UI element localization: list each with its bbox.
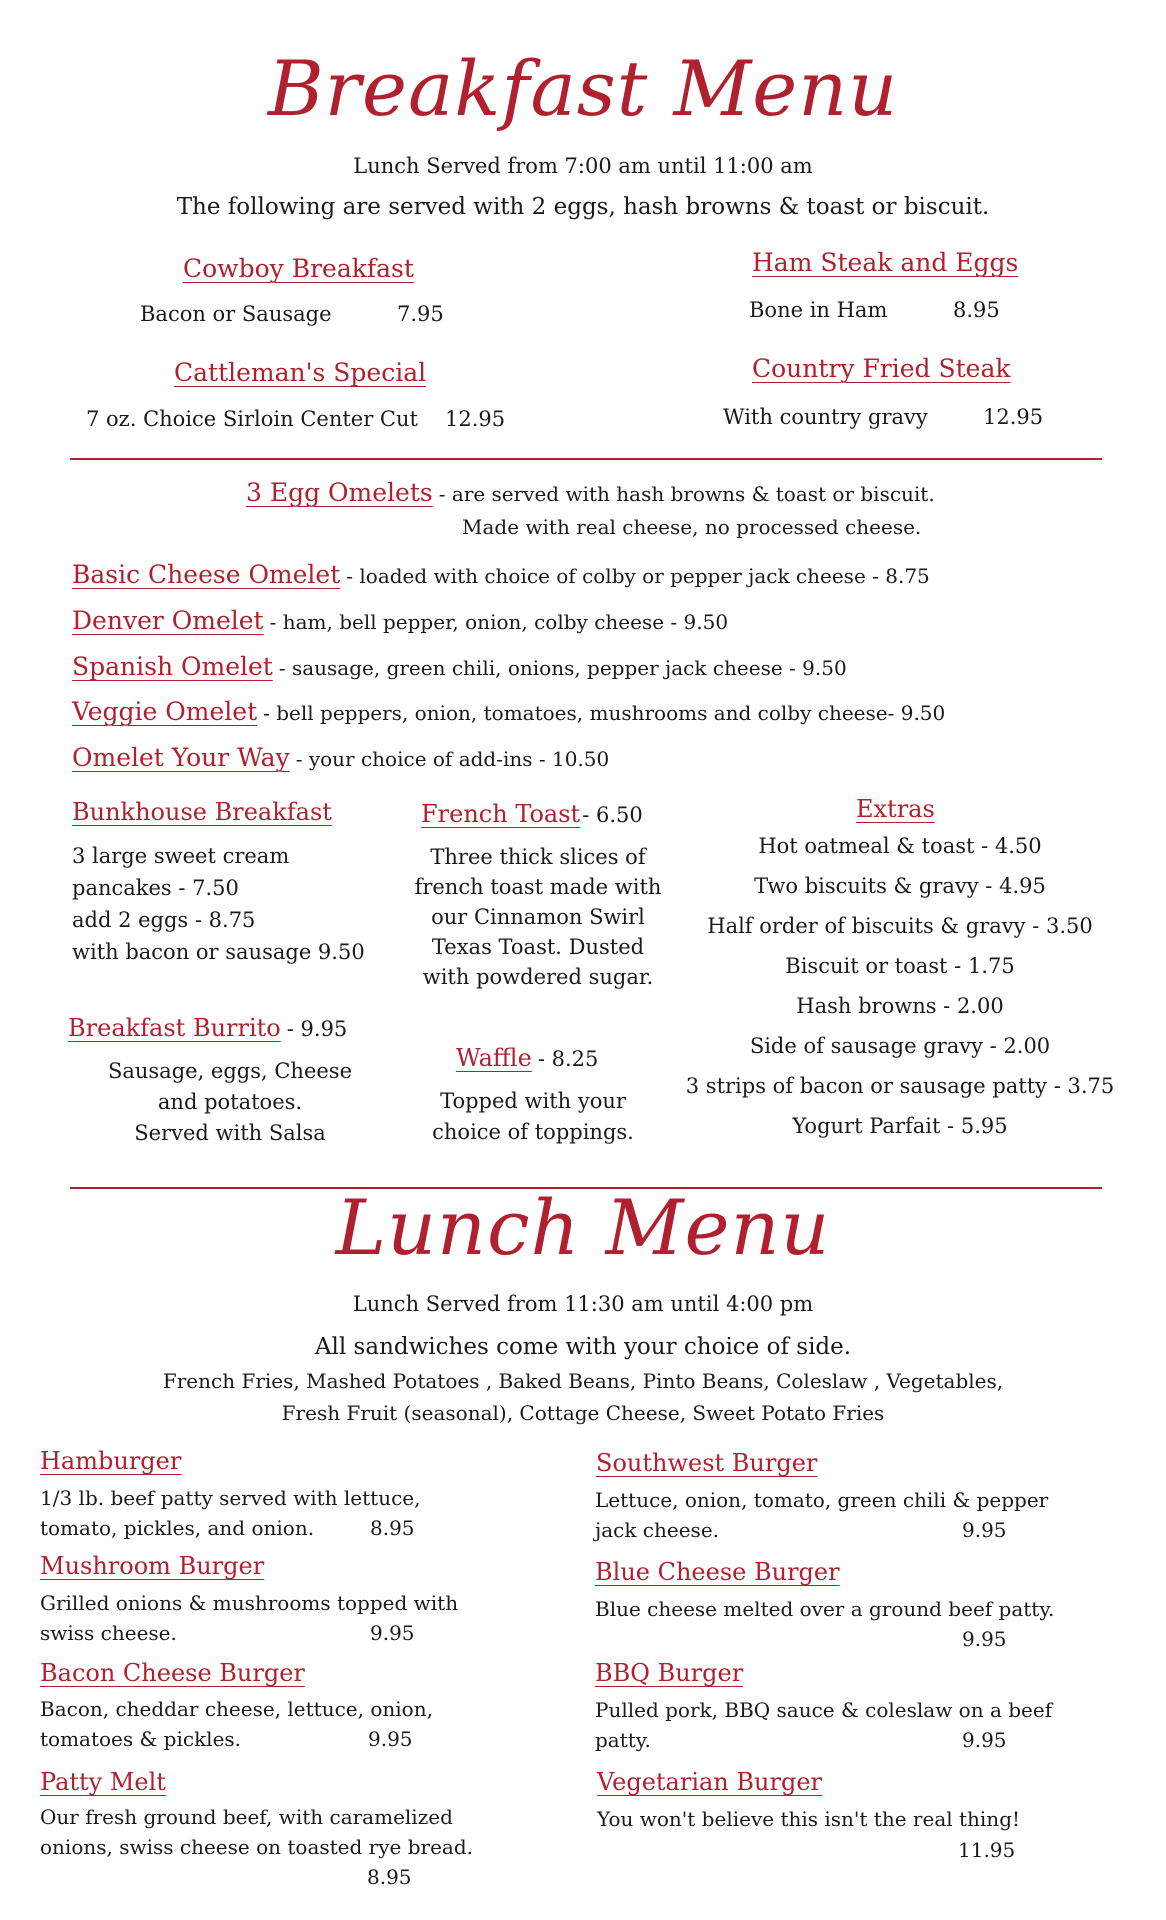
- blue-cheese-burger-heading: Blue Cheese Burger: [595, 1558, 840, 1586]
- omelet-item-desc: - loaded with choice of colby or pepper jack cheese - 8.75: [346, 564, 930, 588]
- country-fried-steak-price: 12.95: [983, 405, 1044, 429]
- hamburger-price: 8.95: [370, 1516, 415, 1540]
- omelets-header-desc: - are served with hash browns & toast or biscuit.: [438, 482, 935, 506]
- blue-cheese-burger-desc-1: Blue cheese melted over a ground beef patty.: [595, 1597, 1055, 1621]
- patty-melt-price: 8.95: [367, 1865, 412, 1889]
- extras-item: Hash browns - 2.00: [796, 994, 1004, 1018]
- bunkhouse-desc: [72, 840, 365, 968]
- omelet-item-desc: - ham, bell pepper, onion, colby cheese - 9.50: [269, 610, 729, 634]
- waffle-desc: [408, 1086, 658, 1148]
- southwest-burger-price: 9.95: [962, 1518, 1007, 1542]
- patty-melt-heading: Patty Melt: [40, 1768, 166, 1796]
- french-toast-line: our Cinnamon Swirl: [431, 905, 645, 929]
- french-toast-heading: French Toast: [421, 800, 581, 828]
- cattleman-special-desc: 7 oz. Choice Sirloin Center Cut: [86, 407, 418, 431]
- omelet-item-desc: - your choice of add-ins - 10.50: [295, 747, 610, 771]
- blue-cheese-burger-price: 9.95: [962, 1627, 1007, 1651]
- bunkhouse-line: 3 large sweet cream: [72, 844, 290, 868]
- waffle-price: - 8.25: [537, 1047, 599, 1071]
- french-toast-line: Texas Toast. Dusted: [431, 935, 645, 959]
- bunkhouse-line: pancakes - 7.50: [72, 876, 239, 900]
- mushroom-burger-desc-2: swiss cheese.: [40, 1621, 177, 1645]
- omelet-item-name: Omelet Your Way: [72, 743, 290, 772]
- mushroom-burger-price: 9.95: [370, 1621, 415, 1645]
- cattleman-special-price: 12.95: [445, 407, 506, 431]
- bbq-burger-heading: BBQ Burger: [595, 1659, 744, 1687]
- hamburger-desc-2: tomato, pickles, and onion.: [40, 1516, 315, 1540]
- waffle-line: choice of toppings.: [432, 1120, 634, 1144]
- cowboy-breakfast-desc: Bacon or Sausage: [140, 302, 332, 326]
- omelet-item-name: Denver Omelet: [72, 606, 264, 635]
- waffle-line: Topped with your: [440, 1089, 626, 1113]
- burrito-header: [68, 1014, 347, 1042]
- omelet-item: [72, 560, 930, 589]
- ham-steak-price: 8.95: [953, 298, 1000, 322]
- extras-item: Yogurt Parfait - 5.95: [792, 1114, 1008, 1138]
- bacon-cheese-burger-desc-1: Bacon, cheddar cheese, lettuce, onion,: [40, 1697, 433, 1721]
- burrito-line: and potatoes.: [157, 1090, 303, 1114]
- bbq-burger-desc-2: patty.: [595, 1728, 651, 1752]
- extras-item: 3 strips of bacon or sausage patty - 3.75: [685, 1074, 1115, 1098]
- southwest-burger-desc-2: jack cheese.: [595, 1518, 720, 1542]
- omelet-item: [72, 743, 609, 772]
- bbq-burger-desc-1: Pulled pork, BBQ sauce & coleslaw on a beef: [595, 1698, 1053, 1722]
- extras-item: Half order of biscuits & gravy - 3.50: [707, 914, 1093, 938]
- french-toast-line: Three thick slices of: [430, 845, 646, 869]
- omelet-item-name: Basic Cheese Omelet: [72, 560, 341, 589]
- burrito-desc: [88, 1056, 372, 1149]
- mushroom-burger-desc-1: Grilled onions & mushrooms topped with: [40, 1591, 459, 1615]
- breakfast-note: The following are served with 2 eggs, hash browns & toast or biscuit.: [176, 194, 990, 220]
- extras-item: Biscuit or toast - 1.75: [785, 954, 1015, 978]
- cowboy-breakfast-heading: Cowboy Breakfast: [183, 254, 414, 283]
- divider: [70, 458, 1102, 460]
- country-fried-steak-heading: Country Fried Steak: [752, 354, 1011, 383]
- patty-melt-desc-2: onions, swiss cheese on toasted rye bread.: [40, 1835, 474, 1859]
- breakfast-title: Breakfast Menu: [267, 44, 899, 133]
- french-toast-header: [421, 800, 643, 828]
- hamburger-heading: Hamburger: [40, 1447, 182, 1475]
- omelets-heading: 3 Egg Omelets: [246, 478, 433, 507]
- vegetarian-burger-heading: Vegetarian Burger: [597, 1768, 822, 1796]
- bunkhouse-line: add 2 eggs - 8.75: [72, 908, 256, 932]
- burrito-line: Served with Salsa: [134, 1121, 326, 1145]
- extras-list: [680, 826, 1120, 1146]
- burrito-price: - 9.95: [286, 1017, 348, 1041]
- french-toast-price: - 6.50: [582, 803, 643, 827]
- french-toast-line: french toast made with: [414, 875, 662, 899]
- omelet-item: [72, 606, 728, 635]
- omelets-header: [246, 478, 935, 507]
- bunkhouse-heading: Bunkhouse Breakfast: [72, 798, 332, 826]
- bbq-burger-price: 9.95: [962, 1728, 1007, 1752]
- bacon-cheese-burger-desc-2: tomatoes & pickles.: [40, 1727, 242, 1751]
- french-toast-desc: [398, 842, 678, 992]
- country-fried-steak-desc: With country gravy: [723, 405, 928, 429]
- omelets-header-desc2: Made with real cheese, no processed cheese.: [462, 515, 922, 539]
- vegetarian-burger-price: 11.95: [958, 1838, 1016, 1862]
- vegetarian-burger-desc-1: You won't believe this isn't the real thing!: [597, 1807, 1021, 1831]
- mushroom-burger-heading: Mushroom Burger: [40, 1552, 265, 1580]
- omelet-item: [72, 652, 847, 681]
- hamburger-desc-1: 1/3 lb. beef patty served with lettuce,: [40, 1486, 421, 1510]
- cowboy-breakfast-price: 7.95: [397, 302, 444, 326]
- bacon-cheese-burger-heading: Bacon Cheese Burger: [40, 1659, 305, 1687]
- extras-heading: Extras: [856, 795, 935, 823]
- bunkhouse-line: with bacon or sausage 9.50: [72, 940, 365, 964]
- burrito-heading: Breakfast Burrito: [68, 1014, 281, 1042]
- cattleman-special-heading: Cattleman's Special: [174, 358, 427, 387]
- omelet-item-desc: - bell peppers, onion, tomatoes, mushrooms and colby cheese- 9.50: [263, 701, 946, 725]
- southwest-burger-heading: Southwest Burger: [596, 1449, 818, 1477]
- lunch-sides-line1: French Fries, Mashed Potatoes , Baked Beans, Pinto Beans, Coleslaw , Vegetables,: [162, 1369, 1004, 1393]
- breakfast-hours: Lunch Served from 7:00 am until 11:00 am: [353, 154, 813, 178]
- omelet-item-desc: - sausage, green chili, onions, pepper jack cheese - 9.50: [278, 656, 847, 680]
- waffle-header: [456, 1044, 598, 1072]
- lunch-sides-line2: Fresh Fruit (seasonal), Cottage Cheese, Sweet Potato Fries: [281, 1401, 885, 1425]
- extras-item: Hot oatmeal & toast - 4.50: [758, 834, 1042, 858]
- southwest-burger-desc-1: Lettuce, onion, tomato, green chili & pepper: [595, 1488, 1049, 1512]
- patty-melt-desc-1: Our fresh ground beef, with caramelized: [40, 1805, 453, 1829]
- omelet-item-name: Spanish Omelet: [72, 652, 273, 681]
- french-toast-line: with powdered sugar.: [422, 965, 654, 989]
- lunch-title: Lunch Menu: [335, 1183, 831, 1272]
- waffle-heading: Waffle: [456, 1044, 532, 1072]
- lunch-hours: Lunch Served from 11:30 am until 4:00 pm: [352, 1292, 814, 1316]
- omelet-item-name: Veggie Omelet: [72, 697, 258, 726]
- ham-steak-desc: Bone in Ham: [749, 298, 888, 322]
- bacon-cheese-burger-price: 9.95: [368, 1727, 413, 1751]
- lunch-note: All sandwiches come with your choice of side.: [314, 1334, 852, 1360]
- extras-item: Two biscuits & gravy - 4.95: [754, 874, 1046, 898]
- extras-item: Side of sausage gravy - 2.00: [749, 1034, 1051, 1058]
- burrito-line: Sausage, eggs, Cheese: [107, 1059, 353, 1083]
- ham-steak-heading: Ham Steak and Eggs: [752, 248, 1019, 277]
- omelet-item: [72, 697, 945, 726]
